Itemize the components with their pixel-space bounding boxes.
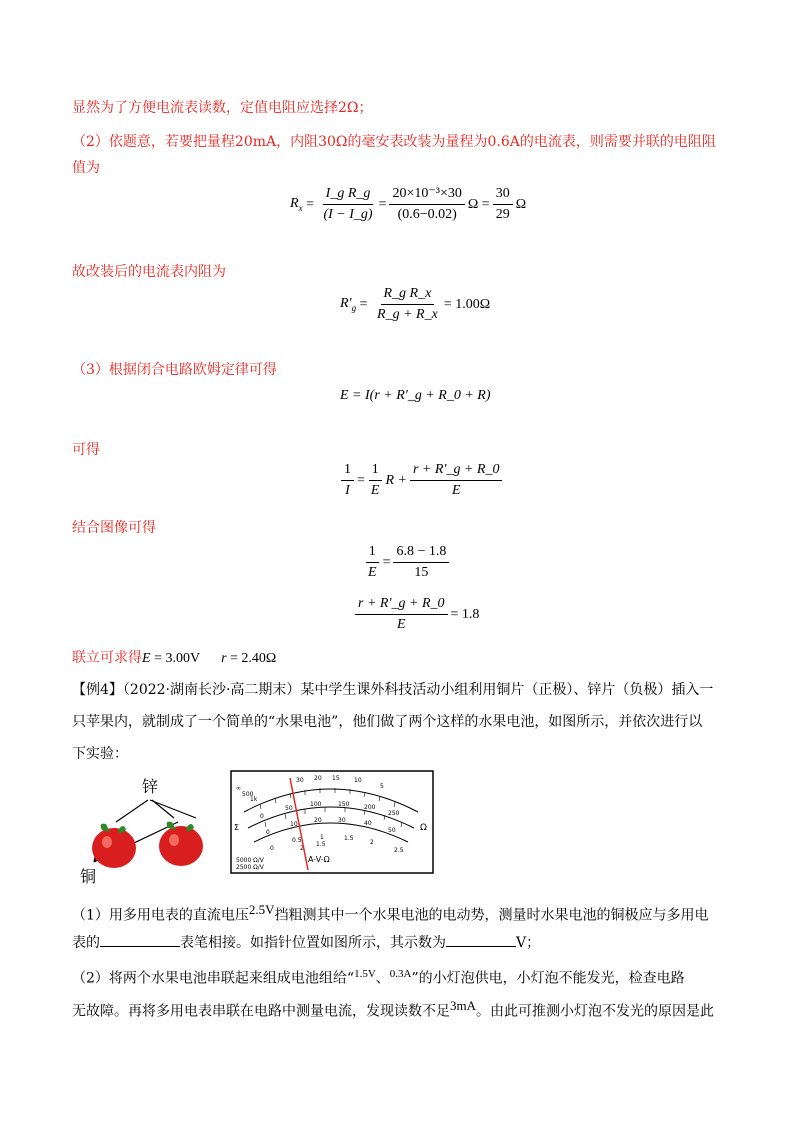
equation-slope: $\frac{1}{E}$ = $\frac{6.8 - 1.8}{15}$: [362, 544, 452, 581]
equation-intercept: $\frac{r + R'\_g + R\_0}{E}$ = 1.8: [352, 596, 479, 633]
ohm-tick-10: 10: [354, 777, 362, 784]
question-2-line-2: 无故障。再将多用电表串联在电路中测量电流，发现读数不足$^{3mA}$。由此可推测小灯泡不发光的原因是此: [72, 998, 714, 1020]
meter-label: A-V-Ω: [308, 855, 330, 864]
eq1-lhs: $R_x$: [290, 196, 303, 213]
solution-line-4: 故改装后的电流表内阻为: [72, 264, 226, 280]
scale2-tick-50: 50: [285, 805, 293, 812]
eq4-fraction-2: $\frac{1}{E}$: [368, 462, 383, 499]
solution-line-1: 显然为了方便电流表读数，定值电阻应选择2Ω；: [72, 100, 373, 116]
scale3-tick-0: 0: [266, 829, 270, 836]
example-line-1: 【例4】（2022·湖南长沙·高二期末）某中学生课外科技活动小组利用铜片（正极）、锌片（负极）插入一: [72, 682, 714, 698]
scale3-tick-10: 10: [290, 821, 298, 828]
eq4-fraction-3: $\frac{r + R'\_g + R\_0}{E}$: [410, 462, 503, 499]
solution-line-2: （2）依题意，若要把量程20mA，内阻30Ω的毫安表改装为量程为0.6A的电流表，则需要并联的电阻阻: [72, 134, 716, 150]
eq1-fraction-2: $\frac{\text{20×10⁻³×30}}{(0.6-0.02)}$: [389, 186, 464, 223]
scale3-tick-50: 50: [388, 827, 396, 834]
eq6-fraction: $\frac{r + R'\_g + R\_0}{E}$: [355, 596, 448, 633]
solution-line-3: 值为: [72, 160, 100, 176]
solution-line-6: 可得: [72, 442, 100, 458]
ohm-tick-500: 500: [242, 791, 254, 798]
solution-line-5: （3）根据闭合电路欧姆定律可得: [72, 362, 277, 378]
equation-rx: $R_x$ = $\frac{\text{I\_g R\_g}}{(I - I\_g)}$ = $\frac{\text{20×10⁻³×30}}{(0.6-0.02)}$ Ω = $\frac{30}{29}$ Ω: [290, 186, 527, 222]
multimeter-dial: [230, 770, 434, 874]
ohm-tick-1k: 1k: [250, 796, 258, 803]
eq5-fraction-2: $\frac{6.8 - 1.8}{15}$: [393, 544, 449, 581]
example-line-2: 只苹果内，就制成了一个简单的“水果电池”，他们做了两个这样的水果电池，如图所示，并依次进行以: [72, 714, 703, 730]
eq5-fraction-1: $\frac{1}{E}$: [365, 544, 380, 581]
scale2-tick-200: 200: [364, 804, 376, 811]
scale3-tick-40: 40: [364, 820, 372, 827]
question-2-line-1: （2）将两个水果电池串联起来组成电池组给“$^{1.5V}$、$^{0.3A}$”的小灯泡供电，小灯泡不能发光，检查电路: [72, 968, 685, 987]
question-1-line-2: 表的 表笔相接。如指针位置如图所示，其示数为 V；: [72, 932, 540, 953]
scale2-tick-150: 150: [338, 801, 350, 808]
scale3-tick-20: 20: [314, 817, 322, 824]
example-line-3: 下实验：: [72, 746, 128, 762]
meter-spec-2: 2500 Ω/V: [236, 864, 264, 871]
question-1-line-1: （1）用多用电表的直流电压$^{2.5V}$挡粗测其中一个水果电池的电动势，测量时水果电池的铜极应与多用电: [72, 902, 709, 924]
scale2-tick-100: 100: [310, 801, 322, 808]
mid-tick-1-5: 1.5: [316, 841, 326, 848]
ohm-tick-inf: ∞: [236, 785, 241, 792]
scale2-tick-0: 0: [260, 813, 264, 820]
ohm-tick-20: 20: [314, 775, 322, 782]
copper-label: 铜: [80, 867, 97, 886]
answer-blank-probe[interactable]: [100, 932, 180, 947]
ohm-tick-5: 5: [380, 783, 384, 790]
scale4-tick-1-5: 1.5: [344, 835, 354, 842]
equation-reciprocal: $\frac{1}{I}$ = $\frac{1}{E}$ R + $\frac{r + R'\_g + R\_0}{E}$: [338, 462, 505, 499]
eq2-fraction: $\frac{\text{R\_g R\_x}}{R\_g + R\_x}$: [377, 286, 438, 322]
scale3-tick-30: 30: [338, 817, 346, 824]
mid-tick-2: 2: [300, 845, 304, 852]
meter-omega-symbol: Ω: [420, 823, 427, 833]
scale4-tick-1: 1: [320, 834, 324, 841]
ohm-tick-30: 30: [296, 777, 304, 784]
scale4-tick-2-5: 2.5: [394, 847, 404, 854]
answer-blank-reading[interactable]: [446, 932, 516, 947]
solution-line-7: 结合图像可得: [72, 520, 156, 536]
meter-spec-1: 5000 Ω/V: [236, 857, 264, 864]
solution-result-line: 联立可求得E = 3.00V r = 2.40Ω: [72, 650, 277, 666]
scale4-tick-2: 2: [370, 839, 374, 846]
left-apple: [92, 824, 136, 868]
equation-ohm-law: E = I(r + R′_g + R_0 + R): [340, 388, 491, 403]
eq1-fraction-3: $\frac{30}{29}$: [493, 186, 513, 223]
scale4-tick-0: 0: [270, 845, 274, 852]
scale4-tick-0-5: 0.5: [292, 837, 302, 844]
svg-text:Σ: Σ: [234, 823, 240, 832]
scale2-tick-250: 250: [388, 810, 400, 817]
eq1-fraction-1: $\frac{\text{I\_g R\_g}}{(I - I\_g)}$: [323, 186, 373, 222]
fruit-battery-figure: [76, 770, 226, 888]
eq4-fraction-1: $\frac{1}{I}$: [341, 462, 354, 499]
equation-rg-prime: $R'_g$ = $\frac{\text{R\_g R\_x}}{R\_g + R\_x}$ = 1.00Ω: [340, 286, 491, 322]
zinc-label: 锌: [142, 777, 159, 796]
ohm-tick-15: 15: [332, 775, 340, 782]
